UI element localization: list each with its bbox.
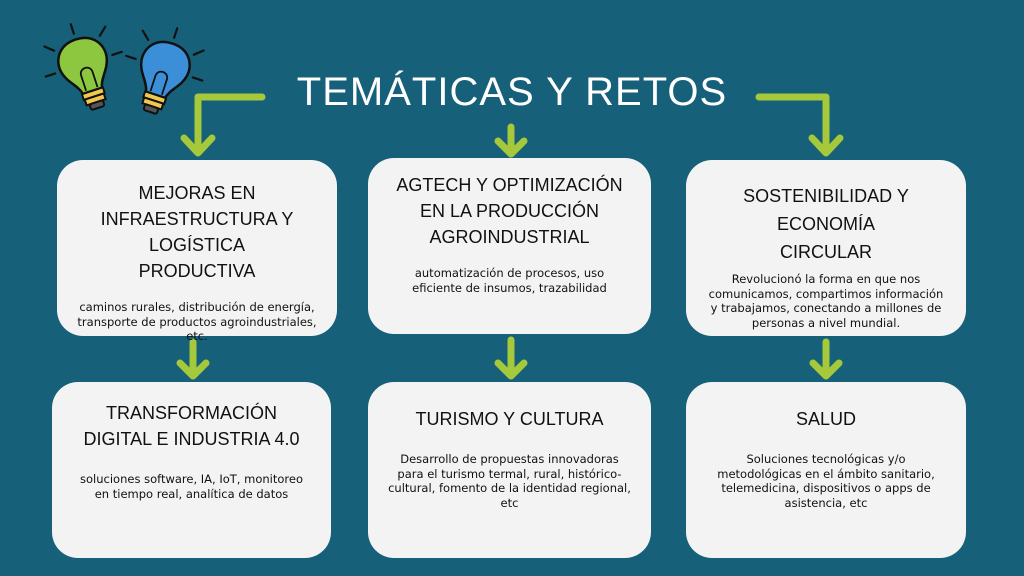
card-text: automatización de procesos, uso eficiente de insumos, trazabilidad bbox=[412, 266, 607, 295]
card-text: Desarrollo de propuestas innovadoras para el turismo termal, rural, histórico-cultural, fomento de la identidad regional, etc bbox=[388, 452, 631, 510]
card-title: TRANSFORMACIÓN DIGITAL E INDUSTRIA 4.0 bbox=[83, 403, 300, 449]
card-text: Revolucionó la forma en que nos comunicamos, compartimos información y trabajamos, conectando a millones de personas a nivel mundial. bbox=[708, 272, 944, 330]
card-title: SOSTENIBILIDAD Y ECONOMÍA CIRCULAR bbox=[743, 186, 909, 262]
card-title: AGTECH Y OPTIMIZACIÓN EN LA PRODUCCIÓN AGROINDUSTRIAL bbox=[396, 175, 623, 247]
card-infraestructura bbox=[57, 160, 337, 343]
card-transformacion-digital bbox=[52, 382, 331, 558]
card-sostenibilidad bbox=[686, 160, 966, 336]
card-title: MEJORAS EN INFRAESTRUCTURA Y LOGÍSTICA PRODUCTIVA bbox=[100, 183, 294, 281]
card-title: TURISMO Y CULTURA bbox=[415, 409, 604, 429]
card-turismo-cultura bbox=[368, 382, 651, 558]
card-title: SALUD bbox=[795, 409, 857, 429]
card-salud bbox=[686, 382, 966, 558]
card-agtech bbox=[368, 158, 651, 334]
card-text: Soluciones tecnológicas y/o metodológicas en el ámbito sanitario, telemedicina, dispositivos o apps de asistencia, etc bbox=[717, 452, 935, 510]
page-title: TEMÁTICAS Y RETOS bbox=[296, 70, 728, 114]
card-text: caminos rurales, distribución de energía, transporte de productos agroindustriales, etc. bbox=[77, 300, 317, 343]
card-text: soluciones software, IA, IoT, monitoreo en tiempo real, analítica de datos bbox=[80, 472, 303, 501]
